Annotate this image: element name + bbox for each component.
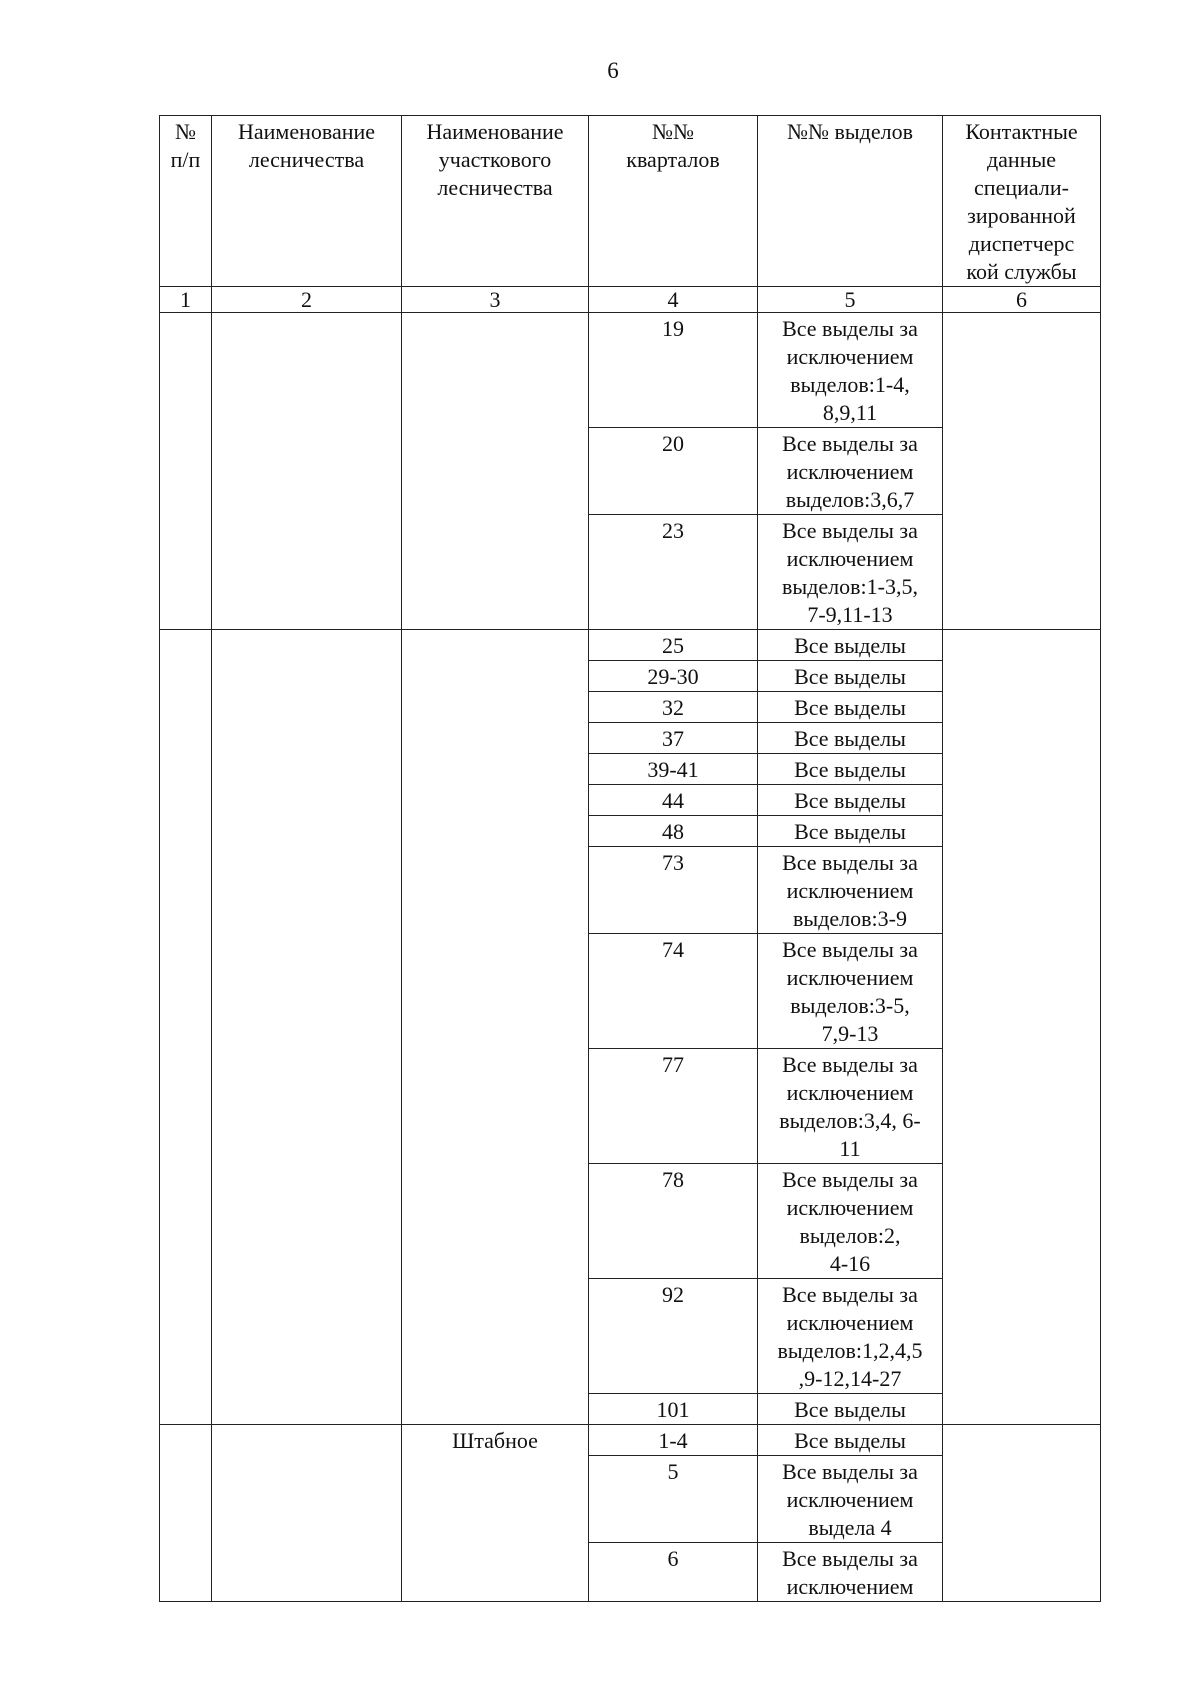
allotments-cell [758,428,943,515]
allotments-line: Все выделы [794,819,906,844]
allotments-line: исключением [786,965,914,990]
district-forestry-cell: Штабное [402,1425,589,1602]
allotments-cell [758,661,943,692]
allotments-line: Все выделы за [782,1546,918,1571]
column-header-6 [943,116,1101,287]
allotments-line: Все выделы [794,664,906,689]
column-header-3 [402,116,589,287]
column-header-6-line: зированной [967,203,1076,228]
allotments-line: 11 [839,1136,861,1161]
column-header-3-line: Наименование [426,119,564,144]
column-header-6-line: данные [986,147,1057,172]
quarter-cell: 101 [589,1394,758,1425]
allotments-line: исключением [786,546,914,571]
allotments-cell [758,630,943,661]
allotments-line: Все выделы [794,1397,906,1422]
allotments-line: Все выделы за [782,1052,918,1077]
allotments-line: исключением [786,1487,914,1512]
allotments-line: выделов:1-3,5, [782,574,918,599]
column-header-4 [589,116,758,287]
column-number-3: 3 [402,287,589,313]
allotments-line: Все выделы за [782,431,918,456]
column-header-3-line: лесничества [437,175,553,200]
column-header-1 [160,116,212,287]
allotments-line: Все выделы [794,1428,906,1453]
quarter-cell: 23 [589,515,758,630]
allotments-cell [758,847,943,934]
allotments-line: Все выделы за [782,1167,918,1192]
allotments-cell [758,785,943,816]
allotments-cell [758,816,943,847]
allotments-line: ,9-12,14-27 [798,1366,902,1391]
allotments-line: 4-16 [829,1251,871,1276]
column-numbers-row [160,287,1101,313]
allotments-line: исключением [786,459,914,484]
district-forestry-cell [402,313,589,630]
column-header-4-line: кварталов [626,147,720,172]
contact-cell [943,1425,1101,1602]
quarter-cell: 73 [589,847,758,934]
allotments-line: исключением [786,1574,914,1599]
page-number: 6 [607,58,619,83]
forestry-cell [212,313,402,630]
column-header-5 [758,116,943,287]
allotments-line: Все выделы [794,695,906,720]
quarter-cell: 20 [589,428,758,515]
table-row [160,630,1101,661]
allotments-line: Все выделы за [782,1459,918,1484]
column-header-1-line: № [175,119,196,144]
table-body [160,116,1101,1602]
quarter-cell: 77 [589,1049,758,1164]
column-header-2-line: Наименование [237,119,376,144]
column-number-4: 4 [589,287,758,313]
column-number-2: 2 [212,287,402,313]
quarter-cell: 37 [589,723,758,754]
allotments-line: выделов:1,2,4,5 [777,1338,923,1363]
forestry-cell [212,1425,402,1602]
column-header-6-line: специали- [974,175,1069,200]
allotments-line: исключением [786,344,914,369]
allotments-line: исключением [786,878,914,903]
quarter-cell: 39-41 [589,754,758,785]
allotments-line: исключением [786,1310,914,1335]
table-row [160,1425,1101,1456]
quarter-cell: 78 [589,1164,758,1279]
allotments-line: 7-9,11-13 [807,602,893,627]
allotments-cell [758,1425,943,1456]
column-number-1: 1 [160,287,212,313]
district-forestry-cell [402,630,589,1425]
allotments-line: 7,9-13 [821,1021,879,1046]
column-header-6-line: кой службы [966,259,1077,284]
allotments-line: 8,9,11 [822,400,878,425]
quarter-cell: 29-30 [589,661,758,692]
allotments-cell [758,723,943,754]
quarter-cell: 6 [589,1543,758,1602]
forest-allotments-table [159,115,1101,1602]
allotments-line: Все выделы за [782,1282,918,1307]
row-index-cell [160,630,212,1425]
header-row [160,116,1101,287]
allotments-cell [758,754,943,785]
allotments-line: исключением [786,1195,914,1220]
allotments-line: выделов:3-9 [793,906,907,931]
row-index-cell [160,1425,212,1602]
column-header-2-line: лесничества [248,147,365,172]
column-header-4-line: №№ [652,119,694,144]
allotments-line: Все выделы [794,633,906,658]
column-header-1-line: п/п [170,147,201,172]
allotments-line: Все выделы за [782,937,918,962]
row-index-cell [160,313,212,630]
allotments-cell [758,934,943,1049]
allotments-line: исключением [786,1080,914,1105]
allotments-line: Все выделы [794,726,906,751]
allotments-cell [758,515,943,630]
quarter-cell: 48 [589,816,758,847]
forestry-cell [212,630,402,1425]
allotments-line: выделов:1-4, [790,372,910,397]
allotments-cell [758,1279,943,1394]
column-number-5: 5 [758,287,943,313]
allotments-cell [758,1049,943,1164]
allotments-cell [758,1394,943,1425]
quarter-cell: 1-4 [589,1425,758,1456]
allotments-line: выдела 4 [808,1515,892,1540]
column-number-6: 6 [943,287,1101,313]
quarter-cell: 25 [589,630,758,661]
allotments-line: выделов:2, [799,1223,901,1248]
quarter-cell: 44 [589,785,758,816]
allotments-line: Все выделы за [782,850,918,875]
column-header-3-line: участкового [438,147,552,172]
column-header-2 [212,116,402,287]
quarter-cell: 5 [589,1456,758,1543]
allotments-line: выделов:3,4, 6- [779,1108,921,1133]
allotments-line: Все выделы за [782,518,918,543]
column-header-5-line: №№ выделов [787,119,913,144]
table-row [160,313,1101,428]
allotments-line: Все выделы [794,788,906,813]
allotments-line: Все выделы [794,757,906,782]
allotments-cell [758,692,943,723]
column-header-6-line: Контактные [965,119,1078,144]
quarter-cell: 92 [589,1279,758,1394]
allotments-cell [758,1456,943,1543]
allotments-cell [758,1164,943,1279]
column-header-6-line: диспетчерс [968,231,1075,256]
contact-cell [943,313,1101,630]
contact-cell [943,630,1101,1425]
quarter-cell: 74 [589,934,758,1049]
allotments-line: Все выделы за [782,316,918,341]
allotments-cell [758,313,943,428]
allotments-line: выделов:3,6,7 [785,487,915,512]
quarter-cell: 32 [589,692,758,723]
allotments-line: выделов:3-5, [790,993,910,1018]
quarter-cell: 19 [589,313,758,428]
allotments-cell [758,1543,943,1602]
